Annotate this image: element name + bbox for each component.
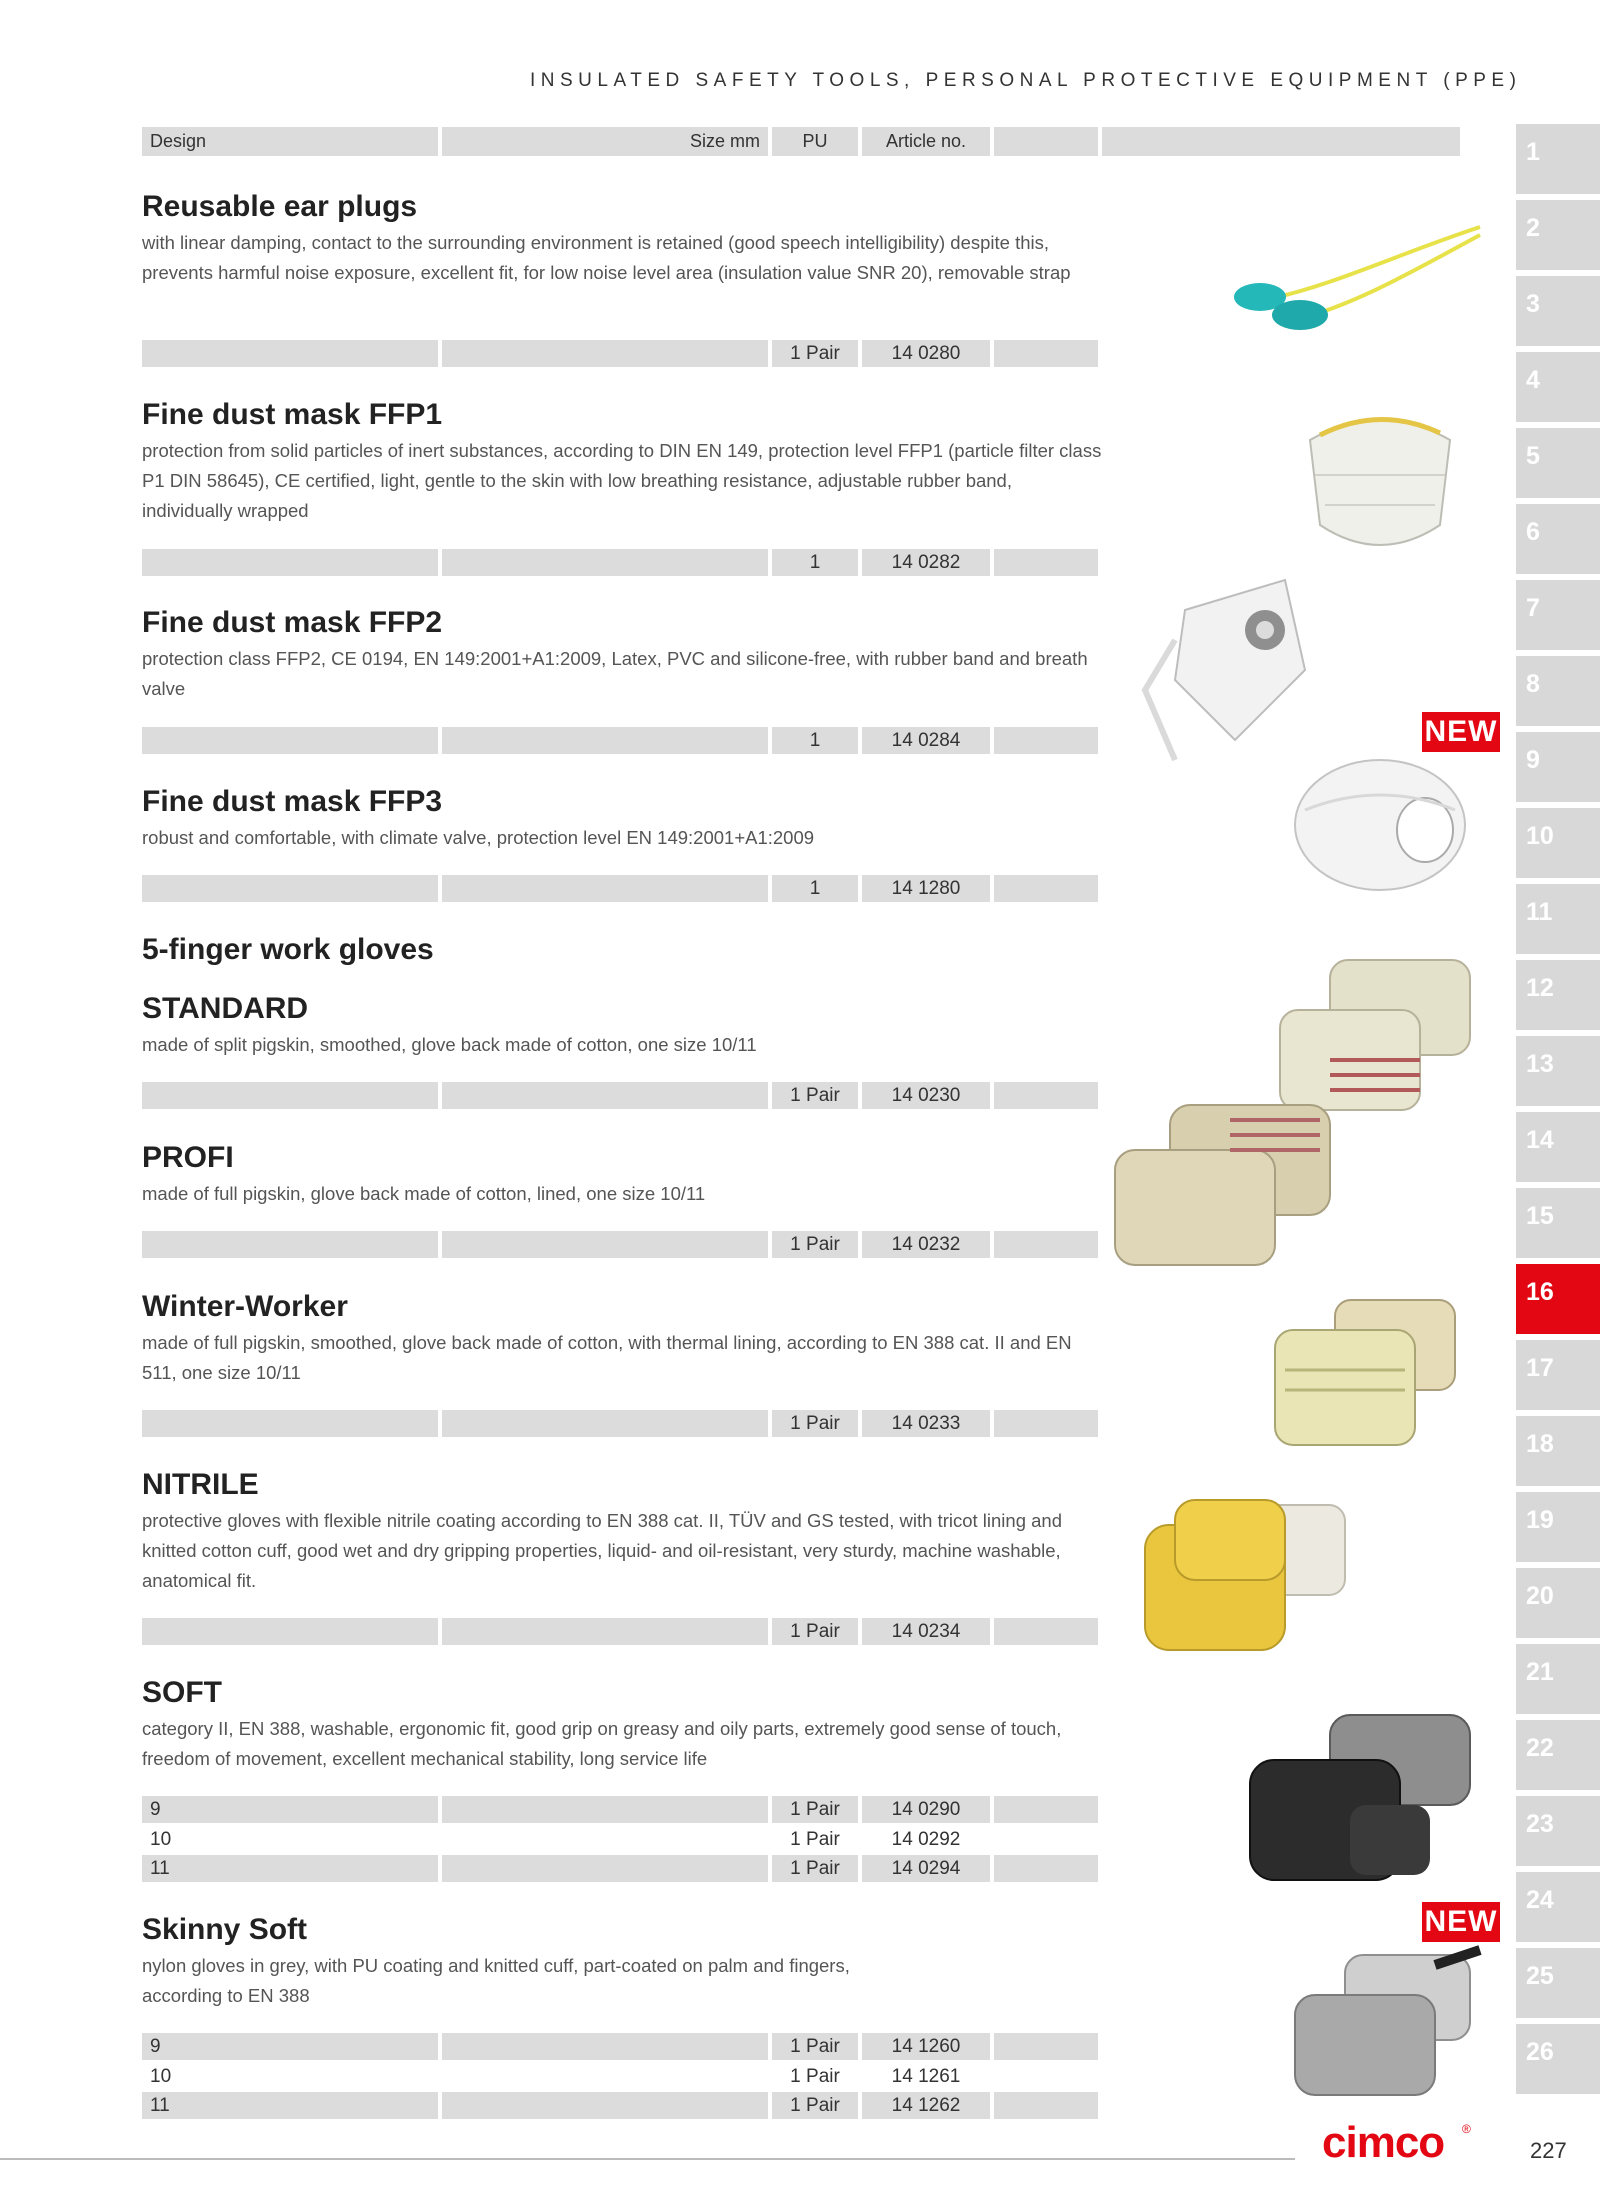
cell-article: 14 1260 bbox=[862, 2033, 990, 2060]
cell-design bbox=[142, 727, 438, 754]
cell-extra bbox=[994, 2033, 1098, 2060]
new-badge: NEW bbox=[1422, 712, 1500, 752]
cell-design: 11 bbox=[142, 2092, 438, 2119]
cell-pu: 1 Pair bbox=[772, 1796, 858, 1823]
cell-pu: 1 bbox=[772, 727, 858, 754]
cell-size bbox=[442, 340, 768, 367]
cell-article: 14 0292 bbox=[862, 1826, 990, 1853]
chapter-tab-14[interactable]: 14 bbox=[1516, 1112, 1600, 1182]
chapter-tab-25[interactable]: 25 bbox=[1516, 1948, 1600, 2018]
cell-design bbox=[142, 1231, 438, 1258]
cell-design bbox=[142, 1410, 438, 1437]
product-title: Reusable ear plugs bbox=[142, 190, 418, 223]
chapter-tab-3[interactable]: 3 bbox=[1516, 276, 1600, 346]
cell-pu: 1 Pair bbox=[772, 1231, 858, 1258]
cell-extra bbox=[994, 549, 1098, 576]
cell-design: 11 bbox=[142, 1855, 438, 1882]
product-title: Fine dust mask FFP1 bbox=[142, 398, 443, 431]
cell-size bbox=[442, 1231, 768, 1258]
product-title: PROFI bbox=[142, 1141, 234, 1174]
header-size: Size mm bbox=[442, 127, 768, 156]
cell-design bbox=[142, 549, 438, 576]
cell-pu: 1 Pair bbox=[772, 1855, 858, 1882]
profi-gloves-image bbox=[1110, 1100, 1340, 1275]
product-title: Fine dust mask FFP3 bbox=[142, 785, 443, 818]
cell-article: 14 0233 bbox=[862, 1410, 990, 1437]
product-title: NITRILE bbox=[142, 1468, 259, 1501]
cell-article: 14 0284 bbox=[862, 727, 990, 754]
product-title: Fine dust mask FFP2 bbox=[142, 606, 443, 639]
section-title: 5-finger work gloves bbox=[142, 933, 434, 966]
soft-gloves-image bbox=[1240, 1705, 1480, 1895]
cell-size bbox=[442, 1855, 768, 1882]
header-article: Article no. bbox=[862, 127, 990, 156]
product-description: robust and comfortable, with climate valve, protection level EN 149:2001+A1:2009 bbox=[142, 827, 815, 848]
product-description: made of full pigskin, glove back made of cotton, lined, one size 10/11 bbox=[142, 1183, 706, 1204]
cell-pu: 1 Pair bbox=[772, 2092, 858, 2119]
chapter-tab-4[interactable]: 4 bbox=[1516, 352, 1600, 422]
product-description: with linear damping, contact to the surrounding environment is retained (good speech intelligibility) despite this, prevents harmful noise exposure, excellent fit, for low noise level area (insulation value SNR 20), removable strap bbox=[142, 232, 1071, 283]
cell-article: 14 0294 bbox=[862, 1855, 990, 1882]
cell-extra bbox=[994, 1855, 1098, 1882]
brand-logo: cimco bbox=[1322, 2118, 1445, 2167]
cell-pu: 1 Pair bbox=[772, 1826, 858, 1853]
product-title: SOFT bbox=[142, 1676, 222, 1709]
product-description: protection class FFP2, CE 0194, EN 149:2001+A1:2009, Latex, PVC and silicone-free, with rubber band and breath valve bbox=[142, 648, 1088, 699]
cell-size bbox=[442, 1618, 768, 1645]
cell-design bbox=[142, 1082, 438, 1109]
ffp3-mask-image bbox=[1285, 750, 1475, 900]
cell-pu: 1 bbox=[772, 875, 858, 902]
product-title: Skinny Soft bbox=[142, 1913, 308, 1946]
cell-pu: 1 Pair bbox=[772, 2033, 858, 2060]
cell-extra bbox=[994, 875, 1098, 902]
footer-divider bbox=[0, 2158, 1295, 2160]
chapter-tab-20[interactable]: 20 bbox=[1516, 1568, 1600, 1638]
standard-gloves-image bbox=[1270, 950, 1480, 1120]
cell-article: 14 0282 bbox=[862, 549, 990, 576]
chapter-tab-22[interactable]: 22 bbox=[1516, 1720, 1600, 1790]
chapter-tab-9[interactable]: 9 bbox=[1516, 732, 1600, 802]
cell-extra bbox=[994, 340, 1098, 367]
cell-size bbox=[442, 2033, 768, 2060]
chapter-tab-23[interactable]: 23 bbox=[1516, 1796, 1600, 1866]
header-pu: PU bbox=[772, 127, 858, 156]
chapter-tab-13[interactable]: 13 bbox=[1516, 1036, 1600, 1106]
cell-size bbox=[442, 549, 768, 576]
chapter-tab-10[interactable]: 10 bbox=[1516, 808, 1600, 878]
chapter-tab-26[interactable]: 26 bbox=[1516, 2024, 1600, 2094]
chapter-tab-8[interactable]: 8 bbox=[1516, 656, 1600, 726]
cell-article: 14 1262 bbox=[862, 2092, 990, 2119]
header-design: Design bbox=[142, 127, 438, 156]
chapter-tab-12[interactable]: 12 bbox=[1516, 960, 1600, 1030]
header-image-cell bbox=[1102, 127, 1460, 156]
cell-article: 14 0232 bbox=[862, 1231, 990, 1258]
cell-pu: 1 Pair bbox=[772, 2063, 858, 2090]
chapter-tab-24[interactable]: 24 bbox=[1516, 1872, 1600, 1942]
cell-design bbox=[142, 875, 438, 902]
cell-pu: 1 bbox=[772, 549, 858, 576]
ffp1-mask-image bbox=[1290, 405, 1470, 565]
chapter-tab-18[interactable]: 18 bbox=[1516, 1416, 1600, 1486]
product-description: category II, EN 388, washable, ergonomic fit, good grip on greasy and oily parts, extremely good sense of touch, freedom of movement, excellent mechanical stability, long service life bbox=[142, 1718, 1062, 1769]
cell-size bbox=[442, 1082, 768, 1109]
cell-extra bbox=[994, 1796, 1098, 1823]
cell-extra bbox=[994, 2092, 1098, 2119]
product-description: made of split pigskin, smoothed, glove back made of cotton, one size 10/11 bbox=[142, 1034, 757, 1055]
cell-size bbox=[442, 1826, 768, 1853]
cell-design bbox=[142, 340, 438, 367]
chapter-tab-2[interactable]: 2 bbox=[1516, 200, 1600, 270]
cell-article: 14 0280 bbox=[862, 340, 990, 367]
chapter-tab-17[interactable]: 17 bbox=[1516, 1340, 1600, 1410]
chapter-tab-7[interactable]: 7 bbox=[1516, 580, 1600, 650]
cell-article: 14 0290 bbox=[862, 1796, 990, 1823]
cell-design: 9 bbox=[142, 1796, 438, 1823]
cell-pu: 1 Pair bbox=[772, 340, 858, 367]
cell-design: 10 bbox=[142, 1826, 438, 1853]
skinny-soft-gloves-image bbox=[1285, 1945, 1485, 2105]
header-extra-cell bbox=[994, 127, 1098, 156]
running-header: INSULATED SAFETY TOOLS, PERSONAL PROTECTIVE EQUIPMENT (PPE) bbox=[530, 70, 1522, 91]
chapter-tab-16-active[interactable]: 16 bbox=[1516, 1264, 1600, 1334]
page-number: 227 bbox=[1530, 2138, 1567, 2163]
ear-plugs-image bbox=[1225, 215, 1485, 340]
cell-article: 14 0230 bbox=[862, 1082, 990, 1109]
product-description: protective gloves with flexible nitrile coating according to EN 388 cat. II, TÜV and GS tested, with tricot lining and knitted cotton cuff, good wet and dry gripping properties, liquid- and oil-resistant, very sturdy, machine washable, anatomical fit. bbox=[142, 1510, 1062, 1591]
cell-size bbox=[442, 1410, 768, 1437]
product-title: STANDARD bbox=[142, 992, 309, 1025]
chapter-tab-6[interactable]: 6 bbox=[1516, 504, 1600, 574]
product-description: nylon gloves in grey, with PU coating and knitted cuff, part-coated on palm and fingers, according to EN 388 bbox=[142, 1955, 850, 2006]
cell-size bbox=[442, 727, 768, 754]
cell-extra bbox=[994, 1082, 1098, 1109]
chapter-tab-5[interactable]: 5 bbox=[1516, 428, 1600, 498]
registered-mark: ® bbox=[1462, 2122, 1471, 2136]
cell-design: 10 bbox=[142, 2063, 438, 2090]
cell-design: 9 bbox=[142, 2033, 438, 2060]
chapter-tab-15[interactable]: 15 bbox=[1516, 1188, 1600, 1258]
new-badge: NEW bbox=[1422, 1902, 1500, 1942]
cell-extra bbox=[994, 1231, 1098, 1258]
product-title: Winter-Worker bbox=[142, 1290, 348, 1323]
cell-size bbox=[442, 2092, 768, 2119]
ffp2-mask-image bbox=[1135, 570, 1335, 770]
product-description: protection from solid particles of inert substances, according to DIN EN 149, protection level FFP1 (particle filter class P1 DIN 58645), CE certified, light, gentle to the skin with low breathing resistance, adjustable rubber band, individually wrapped bbox=[142, 440, 1102, 521]
chapter-tab-1[interactable]: 1 bbox=[1516, 124, 1600, 194]
cell-size bbox=[442, 1796, 768, 1823]
cell-extra bbox=[994, 727, 1098, 754]
winter-worker-gloves-image bbox=[1265, 1290, 1465, 1455]
cell-pu: 1 Pair bbox=[772, 1410, 858, 1437]
cell-article: 14 0234 bbox=[862, 1618, 990, 1645]
nitrile-gloves-image bbox=[1135, 1490, 1355, 1660]
cell-article: 14 1280 bbox=[862, 875, 990, 902]
cell-pu: 1 Pair bbox=[772, 1618, 858, 1645]
cell-article: 14 1261 bbox=[862, 2063, 990, 2090]
chapter-tab-11[interactable]: 11 bbox=[1516, 884, 1600, 954]
chapter-tab-21[interactable]: 21 bbox=[1516, 1644, 1600, 1714]
cell-pu: 1 Pair bbox=[772, 1082, 858, 1109]
cell-extra bbox=[994, 1410, 1098, 1437]
cell-size bbox=[442, 875, 768, 902]
cell-extra bbox=[994, 1618, 1098, 1645]
cell-size bbox=[442, 2063, 768, 2090]
cell-design bbox=[142, 1618, 438, 1645]
product-description: made of full pigskin, smoothed, glove back made of cotton, with thermal lining, according to EN 388 cat. II and EN 511, one size 10/11 bbox=[142, 1332, 1072, 1383]
chapter-tab-19[interactable]: 19 bbox=[1516, 1492, 1600, 1562]
